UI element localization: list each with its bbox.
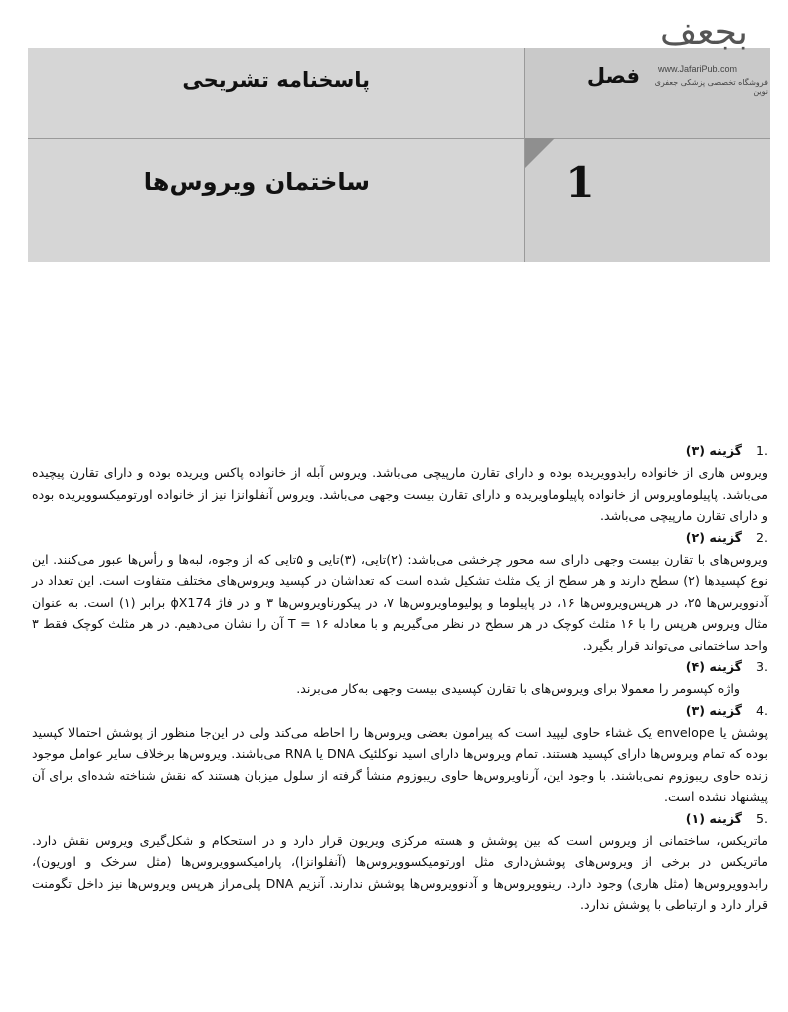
- answer-item: [32, 656, 768, 700]
- answer-number: .4: [755, 702, 768, 718]
- answer-heading: [32, 808, 768, 830]
- answer-explanation: واژه کپسومر را معمولا برای ویروس‌های با تقارن کپسیدی بیست وجهی به‌کار می‌برند.: [296, 681, 740, 696]
- answer-option: گزینه (۴): [685, 659, 742, 674]
- header-fold-corner: [525, 138, 555, 168]
- answer-option: گزینه (۳): [685, 702, 742, 718]
- answer-item: [32, 440, 768, 527]
- publisher-logo: [650, 12, 770, 102]
- answer-number: .3: [755, 659, 768, 674]
- logo-subtitle: فروشگاه تخصصی پزشکی جعفری نوین: [654, 78, 768, 96]
- logo-mark: بجعف: [660, 12, 748, 53]
- answer-heading: [32, 440, 768, 462]
- answer-heading: [32, 700, 768, 722]
- header-divider: [28, 138, 770, 139]
- answer-option: گزینه (۳): [685, 443, 742, 458]
- answer-item: [32, 808, 768, 916]
- answer-number: .1: [755, 443, 768, 458]
- answer-number: .2: [755, 529, 768, 545]
- answer-item: [32, 527, 768, 657]
- answer-key-title: پاسخنامه تشریحی: [182, 68, 370, 92]
- answer-explanation: ویروس هاری از خانواده رابدوویریده بوده و دارای تقارن مارپیچی می‌باشد. ویروس آبله از خانواده پاکس ویریده بوده و دارای تقارن پیچیده می‌باشد. پاپیلوماویروس از خانواده پاپیلوماویریده و دارای تقارن بیست وجهی می‌باشد. ویروس آنفلوانزا نیز از خانواده اورتومیکسوویریده بوده و دارای تقارن مارپیچی می‌باشد.: [32, 465, 768, 523]
- answer-heading: [32, 527, 768, 549]
- chapter-title: ساختمان ویروس‌ها: [143, 168, 370, 196]
- answer-heading: [32, 656, 768, 678]
- answer-option: گزینه (۱): [685, 810, 742, 826]
- answer-explanation: پوشش یا envelope یک غشاء حاوی لیپید است که پیرامون بعضی ویروس‌ها را احاطه می‌کند ولی در این‌جا منظور از پوشش احتمالا کپسید بوده که تمام ویروس‌ها دارای کپسید هستند. تمام ویروس‌ها دارای اسید نوکلئیک DNA یا RNA می‌باشند. ویروس‌ها برخلاف سایر عوامل موجود زنده حاوی ریبوزوم نمی‌باشند. با وجود این، آرناویروس‌ها حاوی ریبوزوم منشأ گرفته از سلول میزبان هستند که نقش شناخته شده‌ای برای آن پیشنهاد نشده است.: [32, 724, 769, 804]
- logo-url: www.JafariPub.com: [658, 64, 738, 74]
- answer-explanation: ویروس‌های با تقارن بیست وجهی دارای سه محور چرخشی می‌باشد: (۲)تایی، (۳)تایی و ۵تایی که از وجوه، لبه‌ها و رأس‌ها عبور می‌کنند. این نوع کپسیدها (۲) سطح دارند و هر سطح از یک مثلث تشکیل شده است که تعداشان در کپسید ویروس‌های مختلف متفاوت است. این تعداد در آدنوویرس‌ها ۲۵، در هرپس‌ویروس‌ها ۱۶، در پاپیلوما و پولیوماویروس‌ها ۷، در پیکورناویروس‌ها ۳ و در فاژ ϕX174 برابر (۱) است. به عنوان مثال ویروس هرپس را با ۱۶ مثلث کوچک در هر سطح در نظر می‌گیریم و با معادله ۱۶ = T آن را نشان می‌دهیم. در هر مثلث کوچک فقط ۳ واحد ساختمانی می‌تواند قرار بگیرد.: [32, 551, 769, 653]
- answer-explanation: ماتریکس، ساختمانی از ویروس است که بین پوشش و هسته مرکزی ویریون قرار دارد و در استحکام و شکل‌گیری ویروس نقش دارد. ماتریکس در برخی از ویروس‌های پوشش‌داری مثل اورتومیکسوویروس‌ها (آنفلوانزا)، پارامیکسوویروس‌ها (مثل سرخک و اوریون)، رابدوویروس‌ها (مثل هاری) وجود دارد. رینوویروس‌ها و آدنوویروس‌ها پوشش ندارند. آنزیم DNA پلی‌مراز هرپس ویروس‌ها نیز داخل تگومنت قرار دارد و ارتباطی با پوشش ندارد.: [32, 832, 768, 912]
- answer-option: گزینه (۲): [685, 529, 742, 545]
- answer-list: [32, 440, 768, 916]
- chapter-number: 1: [565, 158, 595, 207]
- answer-number: .5: [755, 810, 768, 826]
- chapter-label: فصل: [586, 64, 640, 88]
- answer-item: [32, 700, 768, 808]
